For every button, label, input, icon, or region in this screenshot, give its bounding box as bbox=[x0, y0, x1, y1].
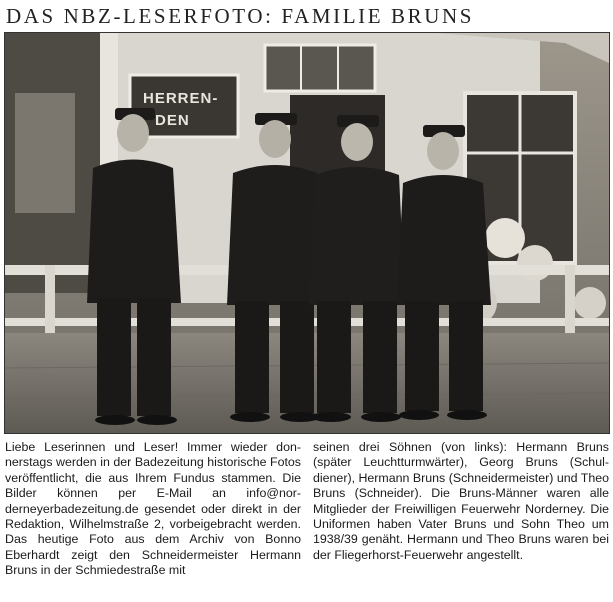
sign-line-1: HERREN- bbox=[143, 90, 219, 107]
article-headline: DAS NBZ-LESERFOTO: FAMILIE BRUNS bbox=[6, 4, 475, 28]
caption-column-left: Liebe Leserinnen und Leser! Immer wieder donnerstags werden in der Badezeitung historische Fotos veröffentlicht, die aus Ihrem Fundus stammen. Die Bilder können per E-Mail an info@norderneyerbadezeitung.de gesendet oder direkt in der Redaktion, Wilhelmstraße 2, vorbeigebracht werden. Das heutige Foto aus dem Archiv von Bonno Eberhardt zeigt den Schneidermeister Hermann Bruns in der Schmiedestraße mit bbox=[5, 440, 301, 578]
historic-photo bbox=[4, 32, 610, 434]
sign-line-2: DEN bbox=[155, 112, 190, 129]
caption-column-right: seinen drei Söhnen (von links): Hermann Bruns (später Leuchtturmwärter), Georg Bruns (Schuldiener), Hermann Bruns (Schneidermeister) und Theo Bruns (Schneider). Die Bruns-Männer waren alle Mitglieder der Freiwilligen Feuerwehr Norderney. Die Uniformen haben Vater Bruns und Sohn Theo um 1938/39 genäht. Hermann und Theo Bruns waren bei der Fliegerhorst-Feuerwehr angestellt. bbox=[313, 440, 609, 562]
